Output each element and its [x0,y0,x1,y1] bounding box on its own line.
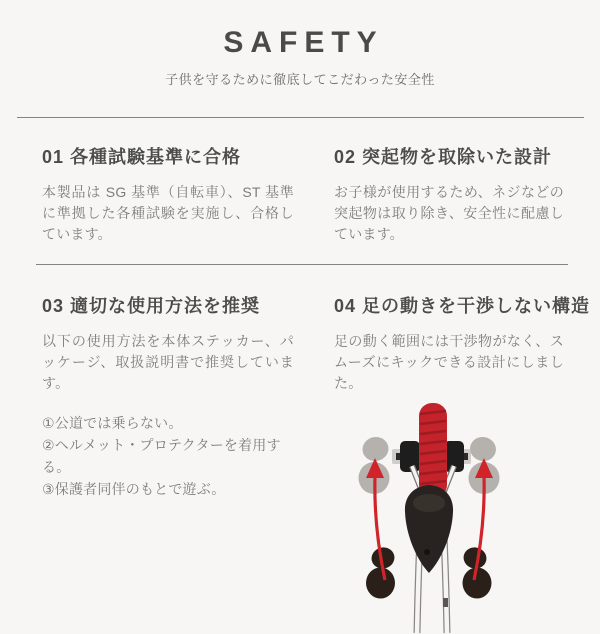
features-row-2 [0,265,600,634]
usage-rule-item: ③保護者同伴のもとで遊ぶ。 [42,481,226,497]
section-heading [334,292,591,318]
page-subtitle: 子供を守るために徹底してこだわった安全性 [165,72,435,87]
section-03-proper-usage [42,292,294,634]
section-heading [42,143,294,169]
usage-rule-item: ①公道では乗らない。 [42,415,183,431]
section-number: 04 [334,296,357,316]
section-heading [42,292,294,318]
section-body: 本製品は SG 基準（自転車）、ST 基準に準拠した各種試験を実施し、合格しています。 [42,184,294,242]
section-body: 足の動く範囲には干渉物がなく、スムーズにキックできる設計にしました。 [334,333,564,391]
section-02-no-protrusions [334,143,564,264]
usage-rule-item: ②ヘルメット・プロテクターを着用する。 [42,437,281,475]
section-number: 01 [42,147,65,167]
features-row-1 [0,118,600,264]
section-number: 02 [334,147,357,167]
section-heading [334,143,564,169]
bike-top-view-illustration [334,402,566,634]
section-number: 03 [42,296,65,316]
section-body: 以下の使用方法を本体ステッカー、パッケージ、取扱説明書で推奨しています。 [42,333,294,391]
section-title: 適切な使用方法を推奨 [70,296,261,316]
section-title: 突起物を取除いた設計 [362,147,553,167]
usage-rules-list [42,412,294,500]
section-01-test-standards [42,143,294,264]
page-title: SAFETY [223,26,384,59]
section-title: 足の動きを干渉しない構造 [362,296,591,316]
page-header [0,0,600,88]
section-body: お子様が使用するため、ネジなどの突起物は取り除き、安全性に配慮しています。 [334,184,564,242]
section-04-foot-clearance [334,292,591,634]
section-title: 各種試験基準に合格 [70,147,242,167]
front-tire [419,403,447,498]
